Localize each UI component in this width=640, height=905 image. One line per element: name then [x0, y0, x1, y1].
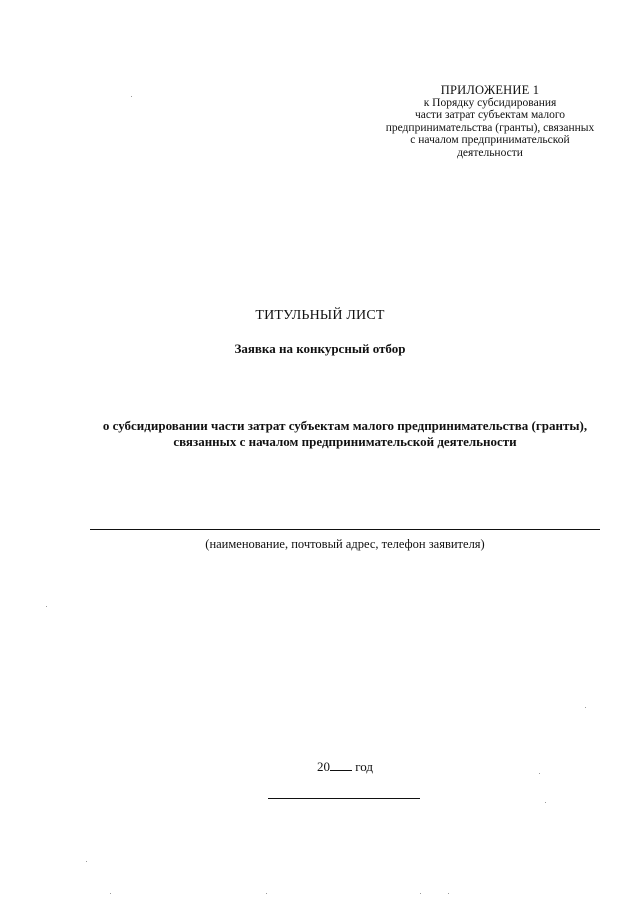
application-subject — [90, 418, 600, 449]
appendix-line: к Порядку субсидирования — [423, 96, 557, 109]
scan-speck — [448, 893, 449, 894]
scan-speck — [86, 861, 87, 862]
applicant-fill-line[interactable] — [90, 529, 600, 530]
scan-speck — [585, 707, 586, 708]
scan-speck — [545, 802, 546, 803]
scan-speck — [539, 773, 540, 774]
appendix-line: с началом предпринимательской — [410, 134, 570, 147]
appendix-heading: ПРИЛОЖЕНИЕ 1 — [440, 83, 540, 97]
scan-speck — [266, 893, 267, 894]
scan-speck — [46, 606, 47, 607]
applicant-caption: (наименование, почтовый адрес, телефон заявителя) — [205, 537, 485, 551]
scan-speck — [131, 96, 132, 97]
scan-speck — [110, 893, 111, 894]
subject-line: связанных с началом предпринимательской деятельности — [173, 433, 517, 449]
year-line — [0, 759, 640, 775]
appendix-header — [372, 84, 608, 160]
page-title: ТИТУЛЬНЫЙ ЛИСТ — [255, 308, 385, 323]
scan-speck — [420, 893, 421, 894]
appendix-line: части затрат субъектам малого — [414, 109, 566, 122]
subject-line: о субсидировании части затрат субъектам малого предпринимательства (гранты), — [102, 418, 588, 433]
page-subtitle: Заявка на конкурсный отбор — [234, 341, 406, 356]
appendix-line: предпринимательства (гранты), связанных — [385, 121, 595, 134]
signature-line[interactable] — [268, 798, 420, 799]
year-blank[interactable] — [330, 759, 352, 771]
year-prefix: 20 — [317, 759, 330, 774]
appendix-line: деятельности — [457, 146, 523, 159]
year-suffix: год — [355, 759, 373, 774]
